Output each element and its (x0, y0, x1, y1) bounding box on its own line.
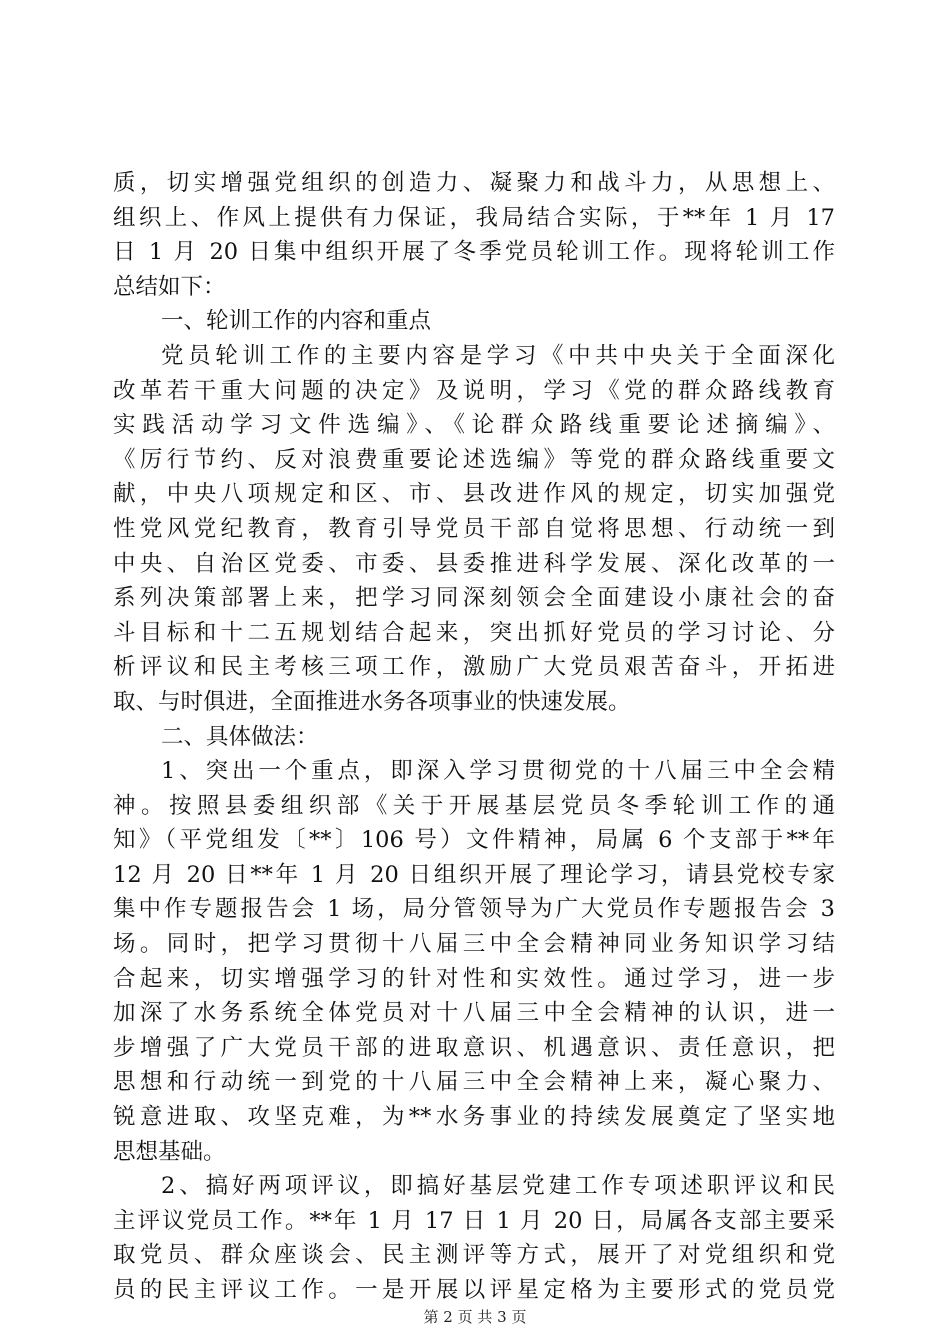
text-line: 总结如下： (113, 273, 226, 300)
page-footer: 第 2 页 共 3 页 (423, 1308, 527, 1326)
text-line: 合起来，切实增强学习的针对性和实效性。通过学习，进一步 (113, 965, 835, 992)
text-line: 知》（平党组发〔**〕106 号）文件精神，局属 6 个支部于**年 (113, 827, 835, 854)
text-line: 神。按照县委组织部《关于开展基层党员冬季轮训工作的通 (113, 792, 835, 819)
text-line: 系列决策部署上来，把学习同深刻领会全面建设小康社会的奋 (113, 585, 835, 612)
text-line: 场。同时，把学习贯彻十八届三中全会精神同业务知识学习结 (113, 931, 835, 958)
text-line: 集中作专题报告会 1 场，局分管领导为广大党员作专题报告会 3 (113, 896, 835, 923)
text-line: 12 月 20 日**年 1 月 20 日组织开展了理论学习，请县党校专家 (113, 861, 835, 888)
text-line: 步增强了广大党员干部的进取意识、机遇意识、责任意识，把 (113, 1034, 835, 1061)
text-line: 取、与时俱进，全面推进水务各项事业的快速发展。 (113, 688, 631, 715)
text-line: 1、突出一个重点，即深入学习贯彻党的十八届三中全会精 (161, 758, 835, 785)
text-line: 性党风党纪教育，教育引导党员干部自觉将思想、行动统一到 (113, 515, 835, 542)
section-heading: 二、具体做法： (161, 723, 319, 750)
text-line: 组织上、作风上提供有力保证，我局结合实际，于**年 1 月 17 (113, 204, 835, 231)
section-heading: 一、轮训工作的内容和重点 (161, 308, 432, 335)
text-line: 实践活动学习文件选编》、《论群众路线重要论述摘编》、 (113, 412, 835, 439)
text-line: 锐意进取、攻坚克难，为**水务事业的持续发展奠定了坚实地 (113, 1104, 835, 1131)
text-line: 取党员、群众座谈会、民主测评等方式，展开了对党组织和党 (113, 1242, 835, 1269)
text-line: 思想和行动统一到党的十八届三中全会精神上来，凝心聚力、 (113, 1069, 835, 1096)
text-line: 加深了水务系统全体党员对十八届三中全会精神的认识，进一 (113, 1000, 835, 1027)
text-line: 员的民主评议工作。一是开展以评星定格为主要形式的党员党 (113, 1277, 835, 1303)
document-body (113, 166, 835, 1308)
text-line: 思想基础。 (113, 1138, 226, 1165)
text-line: 中央、自治区党委、市委、县委推进科学发展、深化改革的一 (113, 550, 835, 577)
text-line: 党员轮训工作的主要内容是学习《中共中央关于全面深化 (161, 342, 835, 369)
text-line: 主评议党员工作。**年 1 月 17 日 1 月 20 日，局属各支部主要采 (113, 1207, 835, 1234)
text-line: 《厉行节约、反对浪费重要论述选编》等党的群众路线重要文 (113, 446, 835, 473)
text-line: 2、搞好两项评议，即搞好基层党建工作专项述职评议和民 (161, 1173, 835, 1200)
text-line: 析评议和民主考核三项工作，激励广大党员艰苦奋斗，开拓进 (113, 654, 835, 681)
text-line: 日 1 月 20 日集中组织开展了冬季党员轮训工作。现将轮训工作 (113, 239, 835, 266)
text-line: 改革若干重大问题的决定》及说明，学习《党的群众路线教育 (113, 377, 835, 404)
text-line: 斗目标和十二五规划结合起来，突出抓好党员的学习讨论、分 (113, 619, 835, 646)
text-line: 质，切实增强党组织的创造力、凝聚力和战斗力，从思想上、 (113, 170, 835, 196)
text-line: 献，中央八项规定和区、市、县改进作风的规定，切实加强党 (113, 481, 835, 508)
